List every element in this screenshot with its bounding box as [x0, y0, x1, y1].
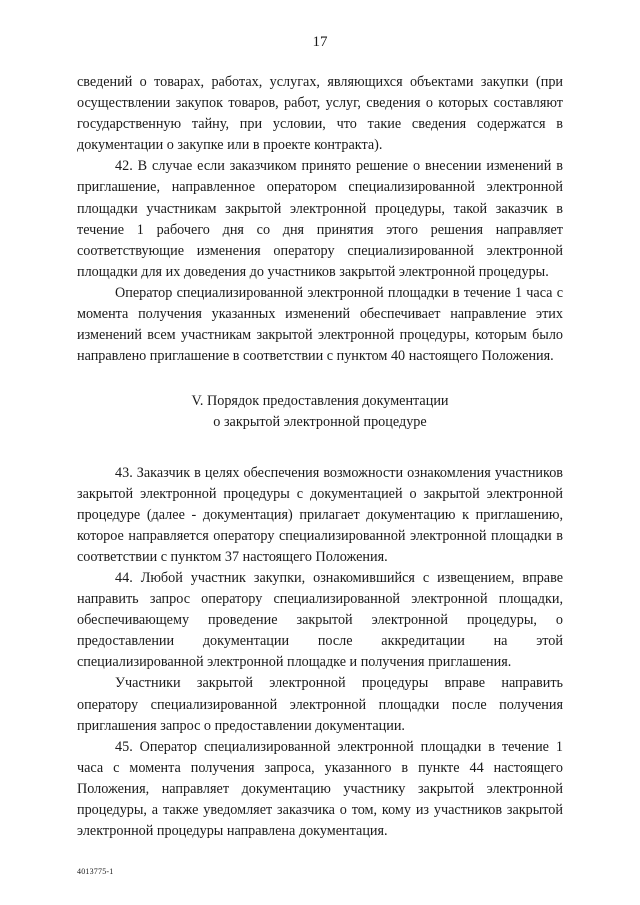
paragraph-42-operator: Оператор специализированной электронной площадки в течение 1 часа с момента получения указанных изменений обеспечивает направление этих изменений всем участникам закрытой электронной процедуры, которым было направлено приглашение в соответствии с пунктом 40 настоящего Положения.	[77, 284, 563, 365]
section-heading	[77, 391, 563, 433]
document-body	[77, 72, 563, 842]
paragraph-45: 45. Оператор специализированной электронной площадки в течение 1 часа с момента получения запроса, указанного в пункте 44 настоящего Положения, направляет документацию участнику закрытой электронной процедуры, а также уведомляет заказчика о том, кому из участников закрытой электронной процедуры направлена документация.	[77, 738, 563, 840]
paragraph-42: 42. В случае если заказчиком принято решение о внесении изменений в приглашение, направленное оператором специализированной электронной площадки участникам закрытой электронной процедуры, такой заказчик в течение 1 рабочего дня со дня принятия этого решения направляет соответствующие изменения оператору специализированной электронной площадки для их доведения до участников закрытой электронной процедуры.	[77, 158, 563, 280]
paragraph-44-participants: Участники закрытой электронной процедуры вправе направить оператору специализированной электронной площадки после получения приглашения запрос о предоставлении документации.	[77, 675, 563, 734]
section-heading-line-1: V. Порядок предоставления документации	[191, 393, 449, 410]
document-code: 4013775-1	[77, 867, 114, 876]
page-number: 17	[312, 34, 328, 50]
paragraph-continuation: сведений о товарах, работах, услугах, являющихся объектами закупки (при осуществлении закупок товаров, работ, услуг, сведения о которых составляют государственную тайну, при условии, что такие сведения содержатся в документации о закупке или в проекте контракта).	[77, 74, 563, 154]
paragraph-43: 43. Заказчик в целях обеспечения возможности ознакомления участников закрытой электронной процедуры с документацией о закрытой электронной процедуре (далее - документация) прилагает документацию к приглашению, которое направляется оператору специализированной электронной площадки в соответствии с пунктом 37 настоящего Положения.	[77, 464, 563, 565]
paragraph-44: 44. Любой участник закупки, ознакомившийся с извещением, вправе направить запрос оператору специализированной электронной площадки, обеспечивающему проведение закрытой электронной процедуры, о предоставлении документации после аккредитации на этой специализированной электронной площадке и получения приглашения.	[77, 569, 563, 671]
section-heading-line-2: о закрытой электронной процедуре	[213, 414, 427, 431]
